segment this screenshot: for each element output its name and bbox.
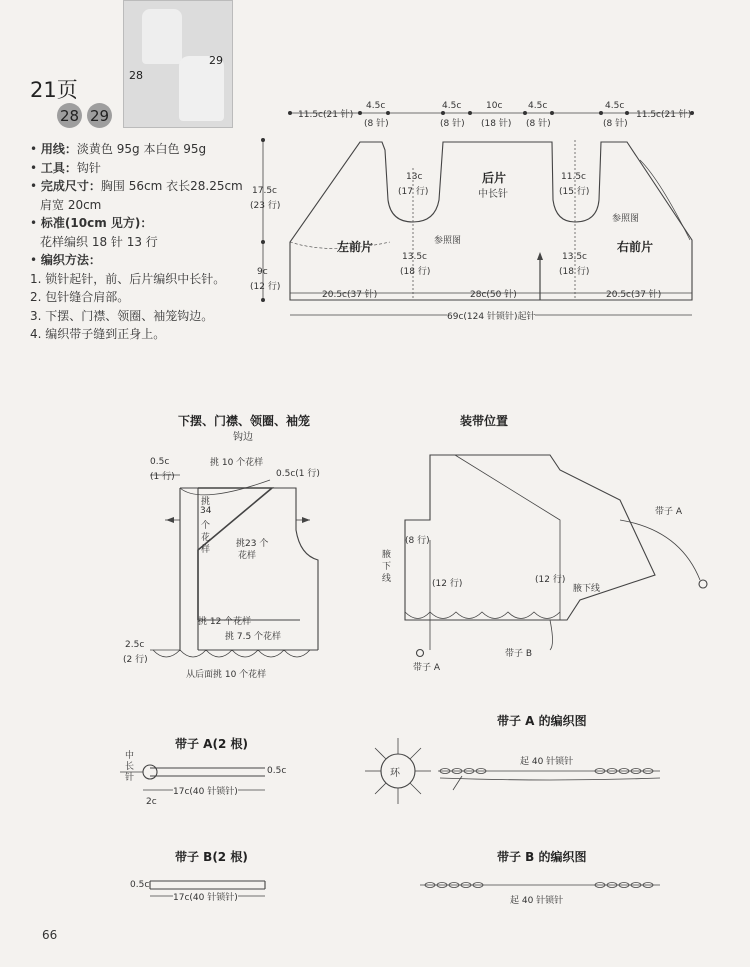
dim-bottom-r: 20.5c(37 针)	[606, 290, 662, 300]
tie-layout-outline	[405, 455, 655, 620]
right-front-title: 右前片	[617, 240, 654, 254]
dim-top-6: 10c	[486, 101, 503, 111]
step-3: 3. 下摆、门襟、领圈、袖笼钩边。	[30, 308, 214, 323]
dim-top-7: (18 针)	[481, 119, 512, 129]
dim-top-12: 11.5c(21 针)	[636, 110, 692, 120]
edge-d: 挑	[201, 497, 211, 507]
rows-12-a: (12 行)	[432, 579, 463, 589]
edge-d2: 34	[200, 506, 212, 516]
edge-g: 挑 7.5 个花样	[225, 632, 282, 642]
dim-arm: 11.5c	[561, 172, 586, 182]
edge-d4: 花	[201, 533, 211, 543]
dim-left-a: 17.5c	[252, 186, 277, 196]
armpit-right: 腋下线	[573, 584, 601, 594]
edge-e: 挑23 个	[236, 539, 269, 549]
strap-a-title: 带子 A(2 根)	[175, 737, 248, 751]
strap-a-width: 0.5c	[267, 766, 287, 776]
strap-a-chart-note: 起 40 针锁针	[520, 754, 573, 767]
dim-top-4: 4.5c	[442, 101, 462, 111]
dim-top-1: 11.5c(21 针)	[298, 110, 354, 120]
dim-lower-l: 13.5c	[402, 252, 427, 262]
edge-a2: (1 行)	[150, 472, 175, 482]
strap-b-chart-title: 带子 B 的编织图	[497, 850, 587, 864]
dim-neck-2: (17 行)	[398, 187, 429, 197]
dim-total: 69c(124 针锁针)起针	[447, 309, 535, 322]
tie-a-label-right: 带子 A	[655, 507, 683, 517]
dim-lower-r2: (18 行)	[559, 267, 590, 277]
photo-label-28: 28	[129, 69, 143, 82]
armpit-left-3: 线	[382, 574, 392, 584]
left-front-title: 左前片	[337, 240, 374, 254]
photo-label-29: 29	[209, 54, 223, 67]
strap-b-chart-note: 起 40 针锁针	[510, 893, 563, 906]
strap-b-width: 0.5c	[130, 880, 150, 890]
tie-position-title: 装带位置	[460, 414, 509, 428]
dim-bottom-l: 20.5c(37 针)	[322, 290, 378, 300]
dim-top-5: (8 针)	[440, 119, 465, 129]
dim-neck: 13c	[406, 172, 423, 182]
rows-12-b: (12 行)	[535, 575, 566, 585]
strap-a-mid-3: 针	[125, 773, 135, 783]
page-ref: 21页	[30, 78, 78, 102]
strap-a-length: 17c(40 针锁针)	[173, 784, 238, 797]
edge-b: 挑 10 个花样	[210, 458, 264, 468]
rows-8: (8 行)	[405, 536, 430, 546]
edge-h: 2.5c	[125, 640, 145, 650]
strap-b-title: 带子 B(2 根)	[175, 850, 248, 864]
tie-b-label: 带子 B	[505, 649, 533, 659]
edging-title: 下摆、门襟、领圈、袖笼	[178, 414, 311, 428]
dim-left-a2: (23 行)	[250, 201, 281, 211]
dim-top-3: (8 针)	[364, 119, 389, 129]
dim-top-8: 4.5c	[528, 101, 548, 111]
back-piece-title: 后片	[482, 171, 507, 185]
step-4: 4. 编织带子缝到正身上。	[30, 327, 166, 341]
armpit-left-2: 下	[382, 562, 392, 572]
dim-top-11: (8 针)	[603, 119, 628, 129]
edge-e2: 花样	[238, 551, 257, 561]
materials-info: • 用线：淡黄色 95g 本白色 95g • 工具：钩针 • 完成尺寸：胸围 56cm 衣长28.25cm 肩宽 20cm • 标准(10cm 见方)： 花样编织 18 针 13 行 • 编织方法： 1. 锁针起针，前、后片编织中长针。 2. 包针缝合肩部。 3. 下摆、门襟、领圈、袖笼钩边。 4. 编织带子缝到正身上。	[30, 140, 243, 344]
dim-lower-r: 13.5c	[562, 252, 587, 262]
ref-label-2: 参照图	[612, 214, 640, 224]
edge-c: 0.5c(1 行)	[276, 469, 320, 479]
edge-h2: (2 行)	[123, 655, 148, 665]
edge-i: 从后面挑 10 个花样	[186, 670, 267, 680]
badge-28: 28	[57, 103, 82, 128]
dim-top-10: 4.5c	[605, 101, 625, 111]
edging-sub: 钩边	[233, 432, 253, 443]
edge-d5: 样	[201, 545, 211, 555]
tie-a-label-left: 带子 A	[413, 663, 441, 673]
strap-a-chart-title: 带子 A 的编织图	[497, 714, 587, 728]
strap-b-length: 17c(40 针锁针)	[173, 890, 238, 903]
dim-arm-2: (15 行)	[559, 187, 590, 197]
dim-lower-l2: (18 行)	[400, 267, 431, 277]
edge-f: 挑 12 个花样	[198, 617, 252, 627]
dim-left-b: 9c	[257, 267, 268, 277]
edge-a: 0.5c	[150, 457, 170, 467]
ref-label-1: 参照图	[434, 236, 462, 246]
ring-label: 环	[390, 768, 400, 779]
page-number: 66	[42, 928, 58, 942]
strap-a-ring: 2c	[146, 797, 157, 807]
armpit-left-1: 腋	[382, 550, 392, 560]
dim-top-2: 4.5c	[366, 101, 386, 111]
dim-bottom-m: 28c(50 针)	[470, 290, 517, 300]
step-1: 1. 锁针起针，前、后片编织中长针。	[30, 271, 226, 286]
strap-a-mid-2: 长	[125, 762, 135, 772]
step-2: 2. 包针缝合肩部。	[30, 290, 130, 304]
edge-d3: 个	[201, 521, 211, 531]
dim-top-9: (8 针)	[526, 119, 551, 129]
badge-29: 29	[87, 103, 112, 128]
dim-left-b2: (12 行)	[250, 282, 281, 292]
back-piece-sub: 中长针	[478, 189, 508, 200]
strap-a-mid-1: 中	[125, 751, 135, 761]
